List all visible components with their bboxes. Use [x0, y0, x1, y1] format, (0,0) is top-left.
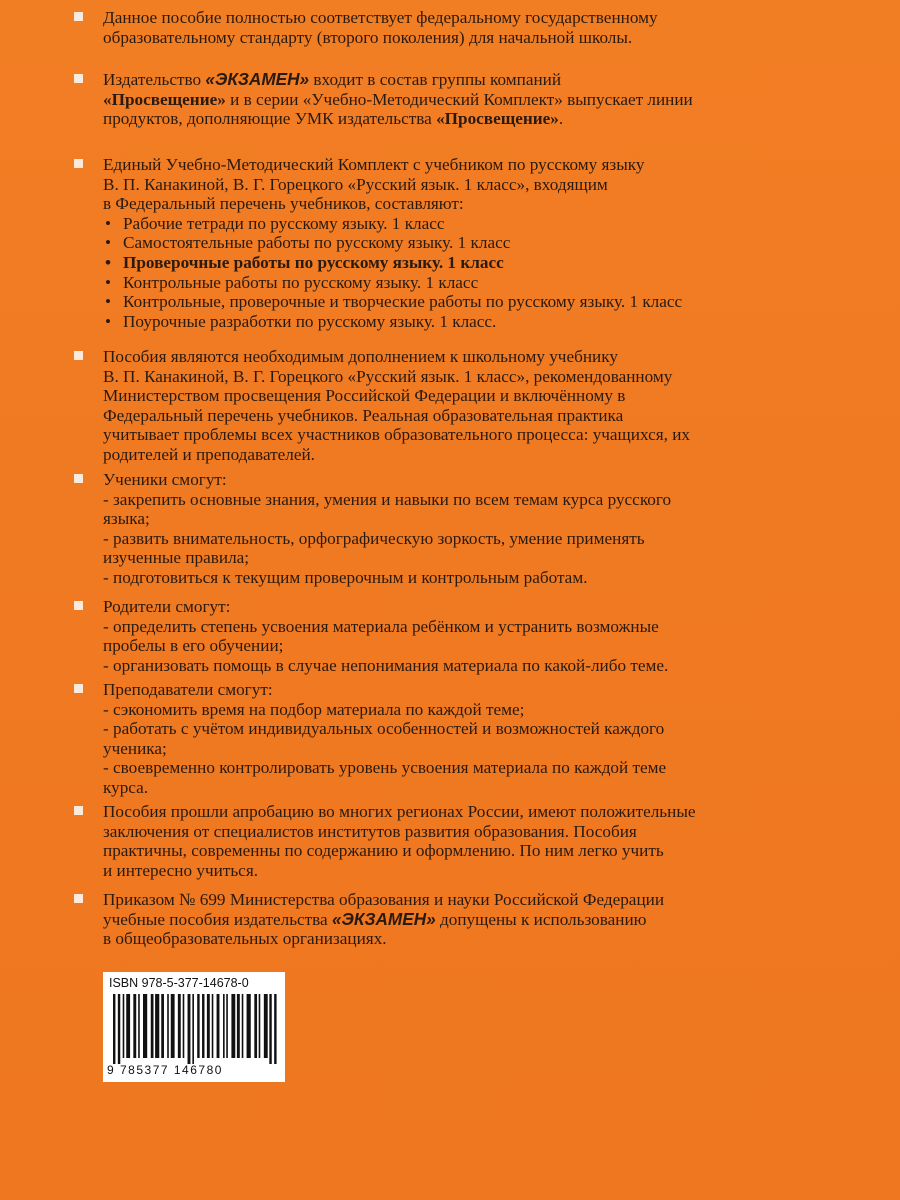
- text-line: Министерством просвещения Российской Федерации и включённому в: [103, 386, 626, 406]
- section-text: [103, 470, 873, 588]
- text-line: [103, 109, 873, 129]
- text-line: В. П. Канакиной, В. Г. Горецкого «Русский язык. 1 класс», входящим: [103, 174, 608, 194]
- text-line: в Федеральный перечень учебников, составляют:: [103, 194, 464, 214]
- text-line: и интересно учиться.: [103, 860, 259, 880]
- text-line: - закрепить основные знания, умения и навыки по всем темам курса русского: [103, 489, 672, 509]
- square-bullet-icon: [74, 159, 83, 168]
- publisher-name: «ЭКЗАМЕН»: [205, 69, 310, 89]
- text-run: Приказом № 699 Министерства образования и науки Российской Федерации: [103, 890, 665, 909]
- barcode-bar: [171, 994, 175, 1058]
- text-line: Пособия прошли апробацию во многих регионах России, имеют положительные: [103, 802, 696, 821]
- section-text: [103, 155, 873, 331]
- barcode-bar: [202, 994, 204, 1058]
- text-run: продуктов, дополняющие УМК издательства: [103, 109, 437, 129]
- text-run: входит в состав группы компаний: [309, 70, 562, 89]
- text-line: [103, 929, 873, 949]
- bold-text: «Просвещение»: [103, 89, 226, 109]
- text-run: допущены к использованию: [435, 909, 647, 929]
- barcode-bar: [138, 994, 140, 1058]
- umk-list-item: • Проверочные работы по русскому языку. 1 класс: [103, 253, 873, 273]
- text-line: ученика;: [103, 738, 167, 758]
- barcode-bar: [212, 994, 214, 1058]
- barcode-bar: [259, 994, 261, 1058]
- square-bullet-icon: [74, 894, 83, 903]
- barcode-bar: [113, 994, 115, 1064]
- text-line: Единый Учебно-Методический Комплект с учебником по русскому языку: [103, 155, 645, 174]
- text-line: - организовать помощь в случае непонимания материала по какой-либо теме.: [103, 655, 669, 675]
- barcode-bar: [197, 994, 199, 1058]
- text-line: - работать с учётом индивидуальных особенностей и возможностей каждого: [103, 719, 665, 739]
- text-line: языка;: [103, 509, 150, 529]
- barcode-bar: [167, 994, 169, 1058]
- barcode-box: [103, 972, 285, 1082]
- square-bullet-icon: [74, 684, 83, 693]
- barcode-bar: [274, 994, 276, 1064]
- text-line: практичны, современны по содержанию и оформлению. По ним легко учить: [103, 841, 664, 861]
- text-line: [103, 910, 873, 930]
- barcode-bar: [123, 994, 125, 1058]
- bold-text: «Просвещение»: [436, 109, 559, 129]
- text-line: курса.: [103, 777, 149, 797]
- section-text: [103, 8, 873, 47]
- barcode-bar: [231, 994, 235, 1058]
- barcode-bar: [161, 994, 164, 1058]
- text-line: пробелы в его обучении;: [103, 636, 284, 656]
- text-run: учебные пособия издательства: [103, 909, 332, 929]
- umk-list: [103, 214, 873, 332]
- barcode-bar: [269, 994, 271, 1064]
- barcode-bar: [223, 994, 225, 1058]
- text-line: - развить внимательность, орфографическую зоркость, умение применять: [103, 528, 645, 548]
- text-run: в общеобразовательных организациях.: [103, 929, 387, 949]
- umk-list-item: • Контрольные работы по русскому языку. 1 класс: [103, 273, 873, 293]
- text-line: Пособия являются необходимым дополнением к школьному учебнику: [103, 347, 618, 366]
- barcode-bar: [264, 994, 268, 1058]
- barcode-bar: [188, 994, 191, 1064]
- section-text: [103, 597, 873, 675]
- barcode-bar: [155, 994, 159, 1058]
- text-line: [103, 70, 873, 90]
- text-line: Ученики смогут:: [103, 470, 227, 489]
- text-run: .: [558, 109, 564, 129]
- publisher-name: «ЭКЗАМЕН»: [332, 908, 436, 929]
- barcode-bar: [242, 994, 244, 1058]
- square-bullet-icon: [74, 806, 83, 815]
- square-bullet-icon: [74, 12, 83, 21]
- section-text: [103, 680, 873, 798]
- square-bullet-icon: [74, 474, 83, 483]
- barcode-bar: [143, 994, 147, 1058]
- barcode-bar: [151, 994, 154, 1058]
- umk-list-item: • Самостоятельные работы по русскому языку. 1 класс: [103, 233, 873, 253]
- umk-list-item: • Рабочие тетради по русскому языку. 1 класс: [103, 214, 873, 234]
- barcode-bar: [183, 994, 185, 1058]
- square-bullet-icon: [74, 74, 83, 83]
- text-line: [103, 90, 873, 110]
- text-line: - определить степень усвоения материала ребёнком и устранить возможные: [103, 616, 659, 636]
- barcode-bars: [113, 994, 279, 1064]
- barcode-bar: [133, 994, 136, 1058]
- square-bullet-icon: [74, 601, 83, 610]
- square-bullet-icon: [74, 351, 83, 360]
- text-line: Родители смогут:: [103, 597, 231, 616]
- text-line: родителей и преподавателей.: [103, 444, 315, 464]
- text-line: заключения от специалистов институтов развития образования. Пособия: [103, 821, 637, 841]
- text-line: - своевременно контролировать уровень усвоения материала по каждой теме: [103, 758, 667, 778]
- section-text: [103, 890, 873, 949]
- text-line: В. П. Канакиной, В. Г. Горецкого «Русский язык. 1 класс», рекомендованному: [103, 366, 673, 386]
- section-text: [103, 802, 873, 880]
- section-text: [103, 70, 873, 129]
- text-line: изученные правила;: [103, 548, 250, 568]
- text-line: учитывает проблемы всех участников образовательного процесса: учащихся, их: [103, 425, 691, 445]
- barcode-bar: [217, 994, 220, 1058]
- barcode-bar: [226, 994, 228, 1058]
- text-line: Данное пособие полностью соответствует федеральному государственному: [103, 8, 658, 27]
- text-line: [103, 890, 873, 910]
- barcode-bar: [126, 994, 130, 1058]
- section-text: [103, 347, 873, 465]
- text-line: - подготовиться к текущим проверочным и контрольным работам.: [103, 567, 588, 587]
- barcode-digits: 9 785377 146780: [107, 1063, 223, 1077]
- barcode-bar: [247, 994, 251, 1058]
- umk-list-item: • Поурочные разработки по русскому языку. 1 класс.: [103, 312, 873, 332]
- barcode-bar: [207, 994, 210, 1058]
- barcode-bar: [192, 994, 194, 1064]
- text-line: Федеральный перечень учебников. Реальная образовательная практика: [103, 405, 624, 425]
- isbn-label: ISBN 978-5-377-14678-0: [109, 976, 249, 990]
- barcode-bar: [237, 994, 240, 1058]
- barcode-bar: [254, 994, 257, 1058]
- text-run: Издательство: [103, 70, 206, 89]
- umk-list-item: • Контрольные, проверочные и творческие работы по русскому языку. 1 класс: [103, 292, 873, 312]
- text-line: Преподаватели смогут:: [103, 680, 273, 699]
- barcode-bar: [118, 994, 120, 1064]
- text-run: и в серии «Учебно-Методический Комплект» выпускает линии: [225, 89, 693, 109]
- text-line: - сэкономить время на подбор материала по каждой теме;: [103, 699, 525, 719]
- text-line: образовательному стандарту (второго поколения) для начальной школы.: [103, 27, 633, 47]
- barcode-bar: [178, 994, 181, 1058]
